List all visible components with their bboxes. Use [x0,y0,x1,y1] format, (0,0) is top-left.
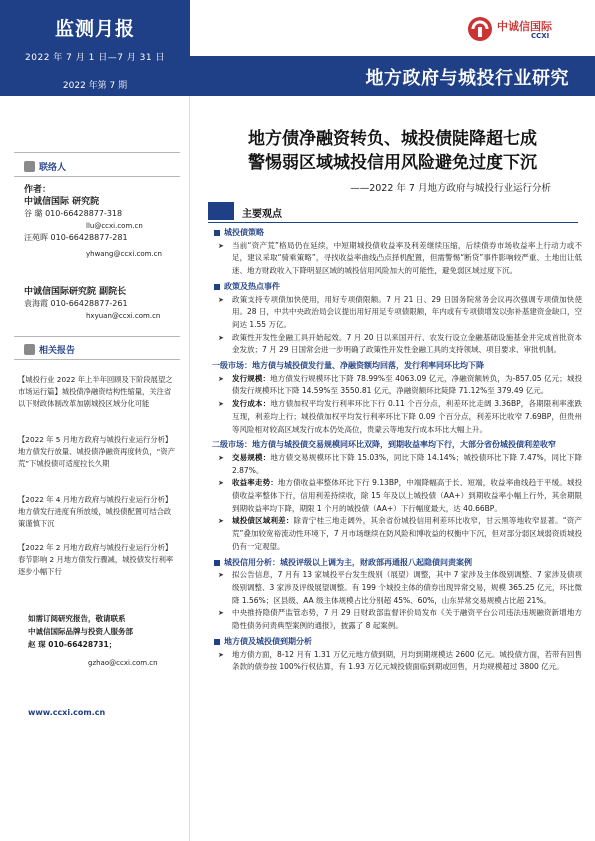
banner [190,56,595,96]
section-heading: 政策及热点事件 [212,281,582,294]
bullet-text: 地方债方面，8-12 月有 1.31 万亿元地方债到期，月均到期规模达 2600 亿元。城投债方面，若带有回售条款的债券按 100%行权估算，有 1.93 万亿元城投债面临到期或回售，月均规模超过 3800 亿元。 [232,649,582,672]
page-title-line2: 警惕弱区域城投信用风险避免过度下沉 [248,153,537,173]
date-range: 2022 年 7 月 1 日—7 月 31 日 [25,53,165,63]
subscribe-line: 如需订阅研究报告，敬请联系 [28,614,126,623]
person-icon [24,161,35,172]
section-heading: 地方债及城投债到期分析 [212,636,582,649]
bullet-paragraph [212,569,582,607]
bullet-paragraph [212,649,582,674]
bullet-paragraph [212,398,582,436]
section-flag-icon [208,202,234,220]
bullet-paragraph [212,332,582,357]
bullet-paragraph [212,515,582,553]
vice-dean-block [24,286,160,322]
bullet-paragraph [212,373,582,398]
logo-name-en: CCXI [531,32,550,40]
bullet-text: 拟公告信息，7 月有 13 家城投平台发生级别（展望）调整，其中 7 家涉及主体级别调整、7 家涉及债项级别调整、3 家涉及评级展望调整。有 199 个城投主体的债券出现异常交易，规模 365.25 亿元，环比微降 1.56%；区县级、AA 级主体规模占比分别超 45%、60%，山东异常交易规模占比超 21%。 [232,570,582,605]
bullet-text: 地方债交易规模环比下降 15.03%，同比下降 14.14%；城投债环比下降 7.47%，同比下降 2.87%。 [232,452,583,475]
author-email: llu@ccxi.com.cn [86,222,143,230]
section-heading: 城投债策略 [212,227,582,240]
ccxi-logo-icon [467,16,493,42]
related-report-link[interactable]: 【2022 年 4 月地方政府与城投行业运行分析】地方债发行进度有所放缓，城投债配置可结合政策谨慎下沉 [18,495,173,528]
author-line: 汪苑晖 010-66428877-281 [24,233,128,242]
website-link[interactable]: www.ccxi.com.cn [28,708,106,717]
bullet-lead: 交易规模： [232,452,271,462]
document-icon [24,344,35,355]
section-heading: 二级市场：地方债与城投债交易规模同环比双降，到期收益率均下行，大部分省份城投债利差收窄 [212,440,556,450]
contact-line: 赵 琛 010-66428731； [28,640,117,649]
bullet-paragraph [212,294,582,332]
related-heading: 相关报告 [24,343,75,356]
bullet-text: 地方债加权平均发行利率环比下行 0.11 个百分点，利差环比走阔 3.36BP，各期限利率涨跌互现，利差均上行；城投债加权平均发行利率环比下降 0.09 个百分点，利差环比收窄 7.69BP，但贵州等风险相对较高区域发行成本仍处高位，贵蒙云等地发行成本环比大幅上升。 [232,399,583,434]
authors-block [24,184,162,260]
bullet-paragraph [212,477,582,515]
author-line: 袁海霞 010-66428877-261 [24,299,128,308]
key-points-body [212,224,582,674]
section-heading: 城投信用分析：城投评级以上调为主，财政部再通报八起隐债问责案例 [212,557,582,570]
sidebar [0,96,190,841]
key-points-heading: 主要观点 [242,209,282,220]
dept-research-institute: 中诚信国际 研究院 [24,197,100,207]
bullet-text: 除青宁桂三地走阔外，其余省份城投信用利差环比收窄，甘云黑等地收窄显著。“资产荒”叠加较宽裕流动性环境下，7 月市场继续在防风险和博收益的权衡中下沉，但对部分弱区域弱资质城投仍有一定观望。 [232,516,582,551]
author-email: hxyuan@ccxi.com.cn [86,312,161,320]
bullet-paragraph [212,607,582,632]
bullet-text: 当前“资产荒”格局仍在延续，中短期城投债收益率及利差继续压缩，后续债券市场收益率上行动力或不足，建议采取“骑乘策略”，寻找收益率曲线凸点择机配置，但需警惕“断贷”事件影响较严重、土地出让低迷、地方财政收入下降明显区域的城投信用风险加大的可能性，避免弱区域过度下沉。 [232,240,582,276]
issue-number: 2022 年第 7 期 [62,81,128,91]
divider [208,222,578,223]
bullet-text: 地方债发行规模环比下降 78.99%至 4063.09 亿元，净融资额转负，为-857.05 亿元；城投债发行规模环比下降 14.59%至 3550.81 亿元，净融资额环比陡降 71.12%至 379.49 亿元。 [232,373,582,396]
bullet-paragraph [212,240,582,278]
related-report-link[interactable]: 【2022 年 5 月地方政府与城投行业运行分析】地方债发行放量、城投债净融资再度转负，“资产荒”下城投债可适度拉长久期 [18,435,176,468]
bullet-lead: 发行规模： [232,373,271,383]
dept-vice-dean: 中诚信国际研究院 副院长 [24,287,127,297]
contact-email: gzhao@ccxi.com.cn [88,659,158,667]
subscription-info [28,612,158,670]
logo-name-cn: 中诚信国际 [497,20,552,33]
bullet-lead: 收益率走势： [232,478,278,488]
ccxi-logo [467,14,577,44]
author-line: 谷 璐 010-66428877-318 [24,209,123,218]
divider [14,152,180,153]
bullet-lead: 城投债区域利差： [232,516,294,526]
authors-label: 作者： [24,185,52,195]
divider [14,176,180,177]
bullet-text: 中央推持隐债严监管态势，7 月 29 日财政部监督评价局发布《关于融资平台公司违法违规融资新增地方隐性债务问责典型案例的通报》，披露了 8 起案例。 [232,608,582,631]
report-type-panel [0,0,190,74]
bullet-text: 地方债收益率整体环比下行 9.13BP，中端降幅高于长、短端，收益率曲线趋于平缓。城投债收益率整体下行，信用利差持续收，除 15 年及以上城投债（AA+）到期收益率小幅上行外，其余期限到期收益率均下降，期限 1 个月的城投债（AA+）下行幅度最大，达 40.66BP。 [232,478,583,513]
key-points-header [208,200,578,222]
page-subtitle: ——2022 年 7 月地方政府与城投行业运行分析 [350,183,551,194]
related-report-link[interactable]: 【2022 年 2 月地方政府与城投行业运行分析】春节影响 2 月地方债发行骤减，城投债发行利率逐步小幅下行 [18,543,174,576]
banner-title: 地方政府与城投行业研究 [365,68,569,89]
bullet-text: 政策性开发性金融工具开始起效。7 月 20 日以来国开行、农发行设立金融基础设施基金并完成首批资本金发放；7 月 29 日国常会进一步明确了政策性开发性金融工具的支持领域、项目要求、审批机制。 [232,332,582,355]
page-title-line1: 地方债净融资转负、城投债陡降超七成 [248,129,537,149]
section-heading: 一级市场：地方债与城投债发行量、净融资额均回落，发行利率同环比均下降 [212,361,484,371]
report-type: 监测月报 [54,18,135,40]
contacts-heading: 联络人 [24,160,66,173]
divider [14,336,180,337]
bullet-lead: 发行成本： [232,399,271,409]
divider [14,359,180,360]
related-report-link[interactable]: 【城投行业 2022 年上半年回顾及下阶段展望之市场运行篇】城投债净融资结构性缩量，关注省以下财政体制改革加剧城投区域分化可能 [18,375,173,408]
bullet-text: 政策支持专项债加快使用，用好专项债限额。7 月 21 日、29 日国务院常务会议再次强调专项债加快使用。28 日，中共中央政治局会议提出用好用足专项债限额，年内或有专项债增发以弥补基建资金缺口，空间达 1.55 万亿。 [232,294,582,329]
author-email: yhwang@ccxi.com.cn [86,250,162,258]
department-line: 中诚信国际品牌与投资人服务部 [28,627,133,636]
issue-bar [0,74,190,96]
bullet-paragraph [212,452,582,477]
